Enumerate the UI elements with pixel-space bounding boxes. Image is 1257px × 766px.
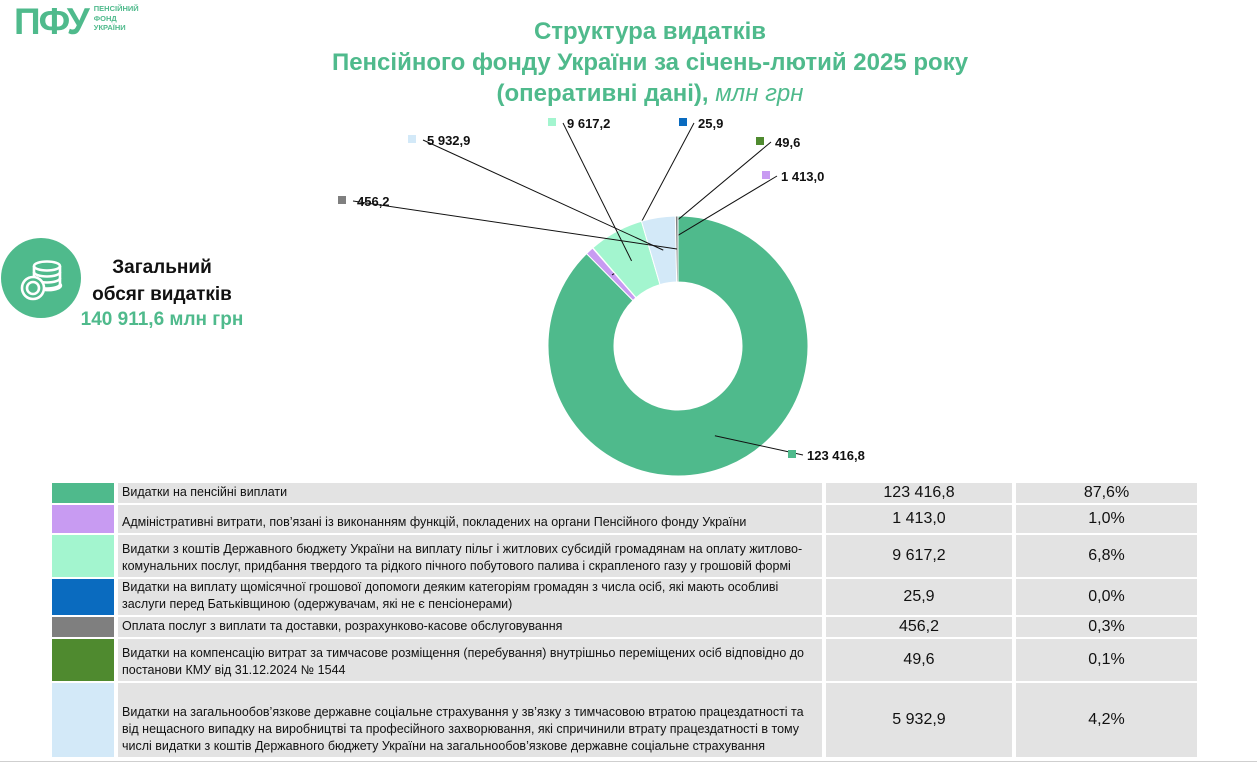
title-line-3-text: (оперативні дані), — [496, 80, 709, 107]
title-unit: млн грн — [708, 80, 804, 107]
logo-mark: ПФУ — [14, 1, 88, 42]
table-row — [52, 639, 1197, 681]
table-row — [52, 535, 1197, 577]
data-label: 123 416,8 — [807, 448, 865, 463]
color-swatch — [52, 617, 118, 637]
total-label-line-1: Загальний — [112, 257, 212, 278]
color-swatch — [52, 579, 118, 615]
row-value: 25,9 — [826, 579, 1016, 615]
row-percent: 6,8% — [1016, 535, 1197, 577]
row-value: 456,2 — [826, 617, 1016, 637]
data-label: 456,2 — [357, 194, 390, 209]
legend-marker — [756, 137, 764, 145]
color-swatch — [52, 505, 118, 533]
data-label: 9 617,2 — [567, 116, 611, 131]
legend-marker — [408, 135, 416, 143]
color-swatch — [52, 639, 118, 681]
row-value: 1 413,0 — [826, 505, 1016, 533]
bottom-divider — [0, 761, 1257, 762]
data-label: 1 413,0 — [781, 169, 825, 184]
row-value: 9 617,2 — [826, 535, 1016, 577]
row-percent: 0,3% — [1016, 617, 1197, 637]
legend-table — [52, 481, 1197, 759]
color-swatch — [52, 483, 118, 503]
table-row — [52, 505, 1197, 533]
color-swatch — [52, 683, 118, 757]
legend-marker — [762, 171, 770, 179]
logo-line: ПЕНСІЙНИЙ — [93, 4, 139, 13]
data-label: 5 932,9 — [427, 133, 471, 148]
leader-line — [423, 140, 663, 250]
data-label: 25,9 — [698, 116, 724, 131]
row-label: Оплата послуг з виплати та доставки, розрахунково-касове обслуговування — [118, 617, 826, 637]
title-line-2: Пенсійного фонду України за січень-лютий 2025 року — [331, 49, 969, 76]
row-label: Видатки на виплату щомісячної грошової допомоги деяким категоріям громадян з числа осіб, які мають особливі заслуги перед Батьківщиною (одержувачам, які не є пенсіонерами) — [118, 579, 826, 615]
row-percent: 0,0% — [1016, 579, 1197, 615]
row-value: 5 932,9 — [826, 683, 1016, 757]
table-row — [52, 617, 1197, 637]
row-value: 123 416,8 — [826, 483, 1016, 503]
table-row — [52, 579, 1197, 615]
row-percent: 87,6% — [1016, 483, 1197, 503]
table-row — [52, 683, 1197, 757]
legend-marker — [338, 196, 346, 204]
logo-line: УКРАЇНИ — [93, 23, 126, 32]
row-label: Видатки з коштів Державного бюджету України на виплату пільг і житлових субсидій громадянам на оплату житлово-комунальних послуг, придбання твердого та рідкого пічного побутового палива і скрапленого газу у грошовій формі — [118, 535, 826, 577]
title-line-1: Структура видатків — [533, 18, 767, 45]
row-label: Видатки на загальнообов’язкове державне соціальне страхування у зв’язку з тимчасовою втратою працездатності та від нещасного випадку на виробництві та професійного захворювання, які спричинили втрату працездатності в тому числі видатки з коштів Державного бюджету України на загальнообов’язкове державне соціальне страхування — [118, 683, 826, 757]
row-percent: 0,1% — [1016, 639, 1197, 681]
data-label: 49,6 — [775, 135, 801, 150]
color-swatch — [52, 535, 118, 577]
row-percent: 4,2% — [1016, 683, 1197, 757]
row-value: 49,6 — [826, 639, 1016, 681]
legend-marker — [548, 118, 556, 126]
row-label: Адміністративні витрати, пов’язані із виконанням функцій, покладених на органи Пенсійного фонду України — [118, 505, 826, 533]
legend-marker — [788, 450, 796, 458]
total-label-line-2: обсяг видатків — [92, 284, 232, 305]
legend-marker — [679, 118, 687, 126]
logo-line: ФОНД — [93, 13, 117, 23]
row-label: Видатки на компенсацію витрат за тимчасове розміщення (перебування) внутрішньо переміщених осіб відповідно до постанови КМУ від 31.12.2024 № 1544 — [118, 639, 826, 681]
table-row — [52, 483, 1197, 503]
row-percent: 1,0% — [1016, 505, 1197, 533]
row-label: Видатки на пенсійні виплати — [118, 483, 826, 503]
total-value: 140 911,6 млн грн — [80, 309, 244, 330]
leader-line — [353, 201, 677, 249]
leader-line — [563, 123, 632, 261]
